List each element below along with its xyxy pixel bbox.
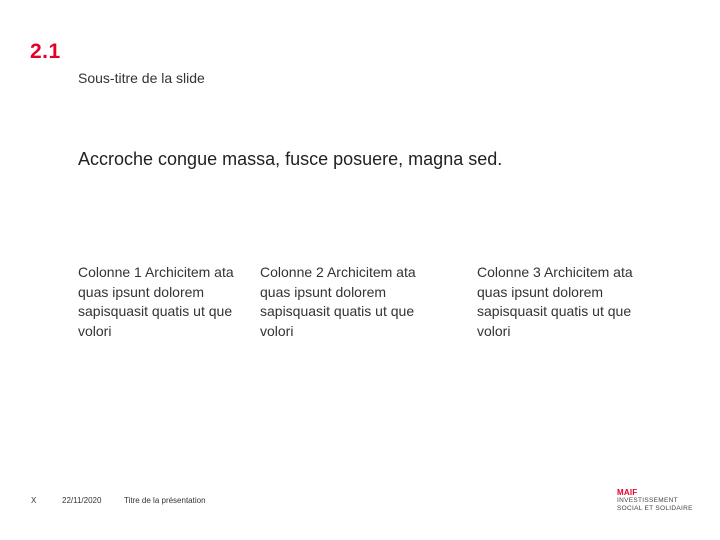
logo-brand-text: MAIF	[617, 488, 638, 497]
column-1-text: Colonne 1 Archicitem ata quas ipsunt dolorem sapisquasit quatis ut que volori	[78, 264, 234, 339]
footer-presentation-title: Titre de la présentation	[124, 496, 206, 505]
column-2-text: Colonne 2 Archicitem ata quas ipsunt dolorem sapisquasit quatis ut que volori	[260, 264, 416, 339]
footer-page-marker: X	[31, 496, 37, 505]
logo-line-2: SOCIAL ET SOLIDAIRE	[617, 505, 693, 512]
slide-number: 2.1	[30, 40, 61, 63]
hook-text: Accroche congue massa, fusce posuere, magna sed.	[78, 149, 503, 169]
logo-line-1: INVESTISSEMENT	[617, 497, 678, 504]
columns-container	[0, 263, 720, 353]
maif-logo	[617, 488, 701, 514]
footer-date: 22/11/2020	[62, 496, 102, 505]
slide-subtitle: Sous-titre de la slide	[78, 70, 205, 86]
column-3-text: Colonne 3 Archicitem ata quas ipsunt dolorem sapisquasit quatis ut que volori	[477, 264, 633, 339]
